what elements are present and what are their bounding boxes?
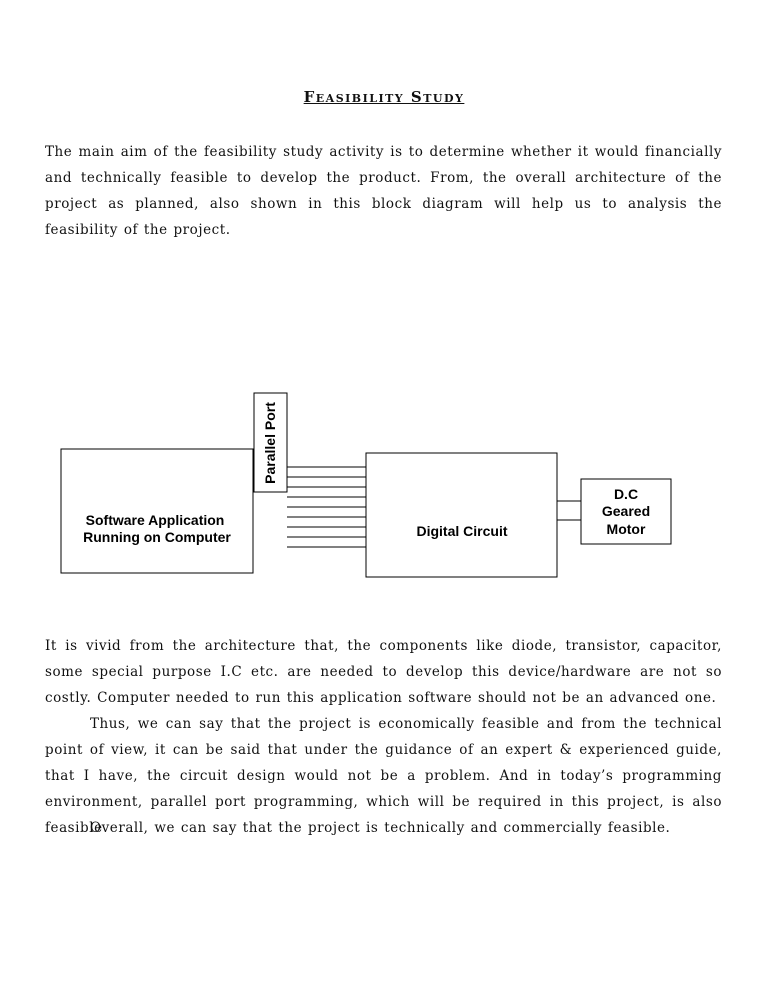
software-application-block (61, 449, 253, 573)
software-label-line1: Software Application (85, 512, 225, 528)
motor-label-line3: Motor (606, 521, 646, 537)
digital-circuit-block (366, 453, 557, 577)
parallel-data-lines (287, 467, 366, 547)
digital-circuit-label: Digital Circuit (416, 523, 508, 539)
block-diagram (0, 380, 768, 590)
components-paragraph: It is vivid from the architecture that, the components like diode, transistor, capacitor, some special purpose I.C etc. are needed to develop this device/hardware are not so costly. Computer needed to run this application software should not be an advanced one. (45, 638, 722, 706)
conclusion-paragraph: Overall, we can say that the project is technically and commercially feasible. (90, 820, 671, 836)
motor-label-line2: Geared (601, 503, 651, 519)
software-label-line2: Running on Computer (83, 529, 231, 545)
motor-label-line1: D.C (613, 486, 639, 502)
motor-connection-lines (557, 501, 581, 520)
intro-paragraph: The main aim of the feasibility study activity is to determine whether it would financially and technically feasible to develop the product. From, the overall architecture of the project as planned, also shown in this block diagram will help us to analysis the feasibility of the project. (45, 144, 722, 238)
page-title: Feasibility Study (303, 88, 465, 106)
economic-feasibility-paragraph: Thus, we can say that the project is economically feasible and from the technical point of view, it can be said that under the guidance of an expert & experienced guide, that I have, the circuit design would not be a problem. And in today’s programming environment, parallel port programming, which will be required in this project, is also feasible (45, 716, 722, 836)
parallel-port-label: Parallel Port (262, 402, 278, 484)
